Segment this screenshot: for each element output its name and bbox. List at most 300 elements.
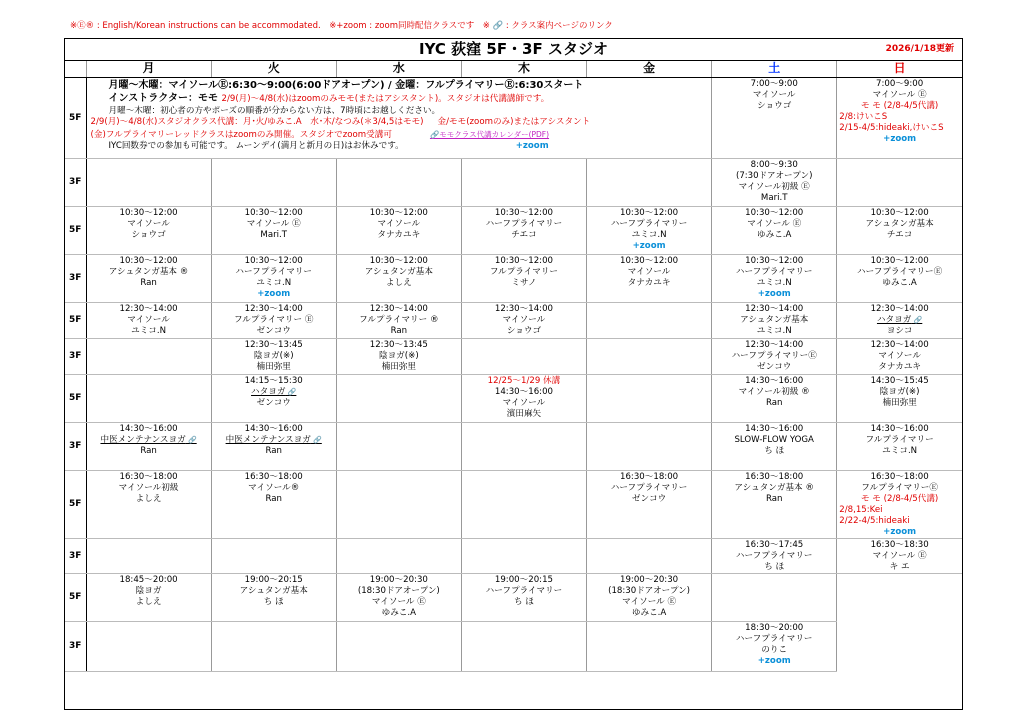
- class-line: [212, 483, 336, 494]
- line-text: アシュタンガ基本 ®: [734, 482, 814, 493]
- line-text: ゼンコウ: [256, 397, 291, 408]
- schedule-row: [65, 302, 962, 338]
- class-time: [712, 376, 836, 387]
- class-time: [212, 376, 336, 387]
- class-info: [712, 423, 836, 457]
- class-time: [837, 208, 962, 219]
- line-text: ショウゴ: [757, 100, 792, 111]
- line-text: のりこ: [761, 644, 788, 655]
- line-text: アシュタンガ基本 ®: [108, 266, 189, 277]
- class-line: [837, 398, 962, 409]
- class-slot: [211, 374, 336, 422]
- line-text: 中医メンテナンスヨガ: [100, 434, 186, 445]
- class-time: [337, 575, 461, 586]
- class-line: [712, 219, 836, 230]
- line-text: ハーフプライマリーⒺ: [731, 350, 817, 361]
- class-line: [712, 435, 836, 446]
- class-slot: [837, 206, 962, 254]
- class-info: [837, 78, 962, 145]
- class-time: [87, 575, 211, 586]
- tickets-note: IYC回数券での参加も可能です。 ムーンデイ(満月と新月の日)はお休みです。: [108, 141, 404, 151]
- schedule-sheet: [64, 38, 963, 710]
- link-icon[interactable]: 🔗: [310, 435, 322, 444]
- zoom-tag: [712, 656, 836, 667]
- class-info: [212, 207, 336, 241]
- line-text: ハーフプライマリー: [485, 585, 563, 596]
- class-slot: [712, 538, 837, 573]
- zoom-tag: [837, 134, 962, 145]
- class-line: [712, 362, 836, 373]
- line-text: Ran: [765, 397, 783, 408]
- class-time: [212, 472, 336, 483]
- class-line[interactable]: [212, 435, 336, 446]
- class-line: [337, 362, 461, 373]
- class-info: [712, 622, 836, 667]
- class-line: [712, 446, 836, 457]
- line-text: 18:45～20:00: [119, 574, 178, 585]
- class-line: [712, 193, 836, 204]
- line-text: ユミコ.N: [256, 277, 292, 288]
- line-text: ち ほ: [263, 596, 284, 607]
- floor-label: 5F: [65, 374, 86, 422]
- empty-slot: [211, 158, 336, 206]
- line-text: ハーフプライマリー: [610, 482, 688, 493]
- empty-slot: [461, 158, 586, 206]
- line-text: 10:30～12:00: [119, 207, 178, 218]
- class-slot: [712, 206, 837, 254]
- class-info: [337, 574, 461, 619]
- class-slot: [712, 338, 837, 374]
- class-line: [462, 315, 586, 326]
- line-text: フルプライマリー: [489, 266, 559, 277]
- floor-label: 3F: [65, 621, 86, 671]
- class-line: [712, 182, 836, 193]
- class-slot: [837, 77, 962, 158]
- class-line: [837, 351, 962, 362]
- empty-slot: [587, 302, 712, 338]
- empty-slot: [86, 374, 211, 422]
- corner-cell: [65, 61, 86, 77]
- line-text: 12/25～1/29 休講: [487, 375, 561, 386]
- line-text: ゆみこ.A: [882, 277, 917, 288]
- class-info: [837, 471, 962, 538]
- class-line: [462, 409, 586, 420]
- class-info: [837, 339, 962, 373]
- class-line: [212, 362, 336, 373]
- class-line: [212, 326, 336, 337]
- class-time: [87, 424, 211, 435]
- class-line: [337, 315, 461, 326]
- empty-slot: [461, 621, 586, 671]
- line-text: +zoom: [757, 288, 791, 299]
- class-line: [712, 326, 836, 337]
- class-line: [712, 494, 836, 505]
- class-slot: [336, 254, 461, 302]
- class-line: [337, 278, 461, 289]
- class-slot: [837, 338, 962, 374]
- line-text: 14:30～16:00: [870, 423, 929, 434]
- link-icon[interactable]: 🔗: [285, 387, 297, 396]
- class-slot: [587, 254, 712, 302]
- class-line: [837, 446, 962, 457]
- line-text: (18:30ドアオープン): [608, 585, 691, 596]
- line-text: マイソール: [752, 89, 796, 100]
- line-text: SLOW-FLOW YOGA: [734, 434, 814, 445]
- line-text: キ エ: [889, 561, 910, 572]
- class-time: [587, 208, 711, 219]
- class-slot: [461, 254, 586, 302]
- empty-slot: [837, 158, 962, 206]
- line-text: 2/22-4/5:hideaki: [839, 515, 910, 526]
- class-slot: [211, 338, 336, 374]
- class-time: [337, 340, 461, 351]
- class-slot: [86, 206, 211, 254]
- class-line: [712, 387, 836, 398]
- line-text: 14:30～16:00: [745, 375, 804, 386]
- class-line: [712, 90, 836, 101]
- class-info: [212, 255, 336, 300]
- class-info: [462, 303, 586, 337]
- info-line-tickets: [91, 141, 708, 153]
- header-note: ※Ⓔ® : English/Korean instructions can be accommodated. ※+zoom : zoom同時配信クラスです ※ 🔗 : クラス案内ページのリンク: [70, 21, 613, 31]
- info-line-hours: 月曜～木曜：マイソールⒺ:6:30～9:00(6:00ドアオープン) / 金曜：フルプライマリーⒺ:6:30スタート: [108, 79, 584, 91]
- class-line: [712, 351, 836, 362]
- class-line: [212, 597, 336, 608]
- class-slot: [211, 254, 336, 302]
- class-info: [587, 574, 711, 619]
- class-line: [587, 278, 711, 289]
- class-info: [337, 207, 461, 241]
- floor-label: 5F: [65, 573, 86, 621]
- class-slot: [86, 422, 211, 470]
- line-text: 12:30～14:00: [369, 303, 428, 314]
- empty-slot: [587, 422, 712, 470]
- class-line: [462, 230, 586, 241]
- class-info: [462, 207, 586, 241]
- empty-slot: [461, 422, 586, 470]
- class-info: [587, 471, 711, 505]
- class-line: [587, 494, 711, 505]
- line-text: 18:30～20:00: [745, 622, 804, 633]
- line-text: 12:30～14:00: [119, 303, 178, 314]
- class-time: [712, 540, 836, 551]
- empty-cell: [837, 573, 962, 621]
- line-text: モ モ (2/8-4/5代講): [860, 100, 939, 111]
- class-line[interactable]: [212, 387, 336, 398]
- class-time: [837, 424, 962, 435]
- class-line: [87, 494, 211, 505]
- info-line-friday: [91, 129, 708, 142]
- class-info: [212, 375, 336, 409]
- line-text: 10:30～12:00: [369, 255, 428, 266]
- line-text: +zoom: [632, 240, 666, 251]
- class-line: [712, 230, 836, 241]
- class-time: [462, 376, 586, 387]
- class-slot: [211, 302, 336, 338]
- class-line: [212, 446, 336, 457]
- class-slot: [461, 374, 586, 422]
- zoom-tag: [587, 241, 711, 252]
- empty-slot: [336, 621, 461, 671]
- class-line: [212, 494, 336, 505]
- line-text: よしえ: [135, 596, 162, 607]
- line-text: ハーフプライマリー: [610, 218, 688, 229]
- line-text: フルプライマリー ®: [359, 314, 439, 325]
- class-line: [87, 315, 211, 326]
- info-block: [86, 77, 712, 158]
- class-slot: [837, 374, 962, 422]
- line-text: マイソール Ⓔ: [622, 596, 677, 607]
- class-info: [837, 539, 962, 573]
- floor-label: 3F: [65, 254, 86, 302]
- class-time: [337, 208, 461, 219]
- class-info: [212, 423, 336, 457]
- class-line[interactable]: [87, 435, 211, 446]
- class-time: [462, 304, 586, 315]
- line-text: ユミコ.N: [131, 325, 167, 336]
- line-text: 濱田麻矢: [506, 408, 542, 419]
- class-line: [587, 586, 711, 597]
- class-info: [462, 255, 586, 289]
- info-line-substitute: [91, 117, 708, 129]
- line-text: 10:30～12:00: [745, 255, 804, 266]
- class-info: [87, 574, 211, 608]
- class-slot: [86, 302, 211, 338]
- empty-slot: [86, 538, 211, 573]
- empty-slot: [336, 470, 461, 538]
- zoom-tag: [212, 289, 336, 300]
- line-text: ゆみこ.A: [381, 607, 417, 618]
- class-line: [87, 597, 211, 608]
- line-text: +zoom: [257, 288, 291, 299]
- class-slot: [461, 206, 586, 254]
- line-text: モ モ (2/8-4/5代講): [860, 493, 939, 504]
- line-text: 12:30～14:00: [244, 303, 303, 314]
- day-wed: 水: [336, 61, 461, 77]
- line-text: ユミコ.N: [756, 325, 792, 336]
- line-text: 16:30～18:30: [870, 539, 929, 550]
- link-icon[interactable]: 🔗: [911, 315, 923, 324]
- line-text: タナカユキ: [627, 277, 671, 288]
- class-time: [462, 256, 586, 267]
- empty-slot: [336, 422, 461, 470]
- updated-date: 2026/1/18更新: [885, 44, 954, 54]
- schedule-row: [65, 422, 962, 470]
- class-line: [837, 387, 962, 398]
- empty-slot: [336, 158, 461, 206]
- empty-slot: [587, 621, 712, 671]
- class-slot: [837, 422, 962, 470]
- class-line: [462, 219, 586, 230]
- class-line: [587, 597, 711, 608]
- line-text: フルプライマリーⒺ: [861, 482, 938, 493]
- line-text: マイソール初級: [118, 482, 179, 493]
- line-text: 19:00～20:15: [494, 574, 554, 585]
- line-text: マイソール初級 ®: [738, 386, 810, 397]
- class-time: [337, 304, 461, 315]
- class-time: [837, 304, 962, 315]
- class-line: [712, 267, 836, 278]
- class-line: [337, 597, 461, 608]
- class-line[interactable]: [837, 315, 962, 326]
- line-text: 14:15～15:30: [244, 375, 303, 386]
- line-text: (7:30ドアオープン): [735, 170, 813, 181]
- line-text: ハタヨガ: [251, 386, 286, 397]
- line-text: ユミコ.N: [631, 229, 667, 240]
- class-line: [587, 219, 711, 230]
- empty-slot: [461, 470, 586, 538]
- class-info: [837, 303, 962, 337]
- empty-slot: [587, 538, 712, 573]
- zoom-tag: +zoom: [515, 141, 549, 151]
- class-line: [87, 267, 211, 278]
- class-line: [837, 230, 962, 241]
- line-text: アシュタンガ基本: [364, 266, 433, 277]
- line-text: ゼンコウ: [256, 325, 291, 336]
- class-line: [712, 278, 836, 289]
- line-text: 14:30～15:45: [870, 375, 929, 386]
- class-line: [87, 586, 211, 597]
- class-slot: [461, 302, 586, 338]
- day-thu: 木: [461, 61, 586, 77]
- class-info: [587, 207, 711, 252]
- class-line: [837, 90, 962, 101]
- class-slot: [837, 302, 962, 338]
- line-text: ち ほ: [764, 561, 785, 572]
- class-line: [212, 278, 336, 289]
- class-info: [212, 574, 336, 608]
- class-time: [712, 208, 836, 219]
- class-info: [712, 339, 836, 373]
- class-line: [837, 278, 962, 289]
- empty-slot: [461, 338, 586, 374]
- class-line: [462, 278, 586, 289]
- line-text: ユミコ.N: [882, 445, 918, 456]
- empty-slot: [712, 573, 837, 621]
- empty-slot: [86, 621, 211, 671]
- class-time: [212, 340, 336, 351]
- line-text: Ran: [265, 493, 282, 504]
- class-info: [712, 78, 836, 112]
- line-text: ハーフプライマリー: [485, 218, 563, 229]
- class-time: [212, 304, 336, 315]
- class-info: [337, 303, 461, 337]
- instructor-label: インストラクター：モモ: [108, 92, 222, 104]
- line-text: チエコ: [886, 229, 913, 240]
- class-info: [712, 303, 836, 337]
- class-line: [837, 516, 962, 527]
- class-info: [87, 255, 211, 289]
- day-header-row: [65, 61, 962, 77]
- substitute-calendar-link[interactable]: 🔗モモクラス代講カレンダー(PDF): [429, 129, 550, 139]
- class-line: [837, 505, 962, 516]
- class-line: [712, 483, 836, 494]
- class-slot: [86, 470, 211, 538]
- class-line: [587, 267, 711, 278]
- class-slot: [587, 206, 712, 254]
- line-text: マイソール: [878, 350, 921, 361]
- empty-slot: [461, 538, 586, 573]
- friday-note: (金)フルプライマリーレッドクラスはzoomのみ開催。スタジオでzoom受講可: [90, 129, 392, 140]
- line-text: タナカユキ: [377, 229, 421, 240]
- class-line: [837, 362, 962, 373]
- floor-label: 5F: [65, 77, 86, 158]
- line-text: ハーフプライマリー: [235, 266, 313, 277]
- line-text: 10:30～12:00: [870, 207, 929, 218]
- class-info: [712, 375, 836, 409]
- class-time: [837, 256, 962, 267]
- class-line: [212, 315, 336, 326]
- empty-slot: [211, 538, 336, 573]
- class-time: [462, 575, 586, 586]
- class-line: [462, 387, 586, 398]
- line-text: 16:30～18:00: [745, 471, 804, 482]
- class-line: [212, 351, 336, 362]
- line-text: 10:30～12:00: [119, 255, 178, 266]
- line-text: Ran: [390, 325, 408, 336]
- class-info: [837, 375, 962, 409]
- line-text: 12:30～14:00: [745, 339, 804, 350]
- class-info: [837, 423, 962, 457]
- class-time: [87, 256, 211, 267]
- floor-label: 5F: [65, 206, 86, 254]
- class-line: [212, 586, 336, 597]
- line-text: アシュタンガ基本: [239, 585, 308, 596]
- class-line: [87, 326, 211, 337]
- class-time: [712, 424, 836, 435]
- schedule-row: [65, 158, 962, 206]
- class-time: [712, 472, 836, 483]
- day-tue: 火: [211, 61, 336, 77]
- line-text: 16:30～18:00: [244, 471, 303, 482]
- line-text: チエコ: [511, 229, 537, 240]
- class-info: [337, 255, 461, 289]
- line-text: +zoom: [757, 655, 791, 666]
- class-info: [837, 207, 962, 241]
- line-text: 10:30～12:00: [620, 255, 679, 266]
- empty-slot: [587, 374, 712, 422]
- class-info: [87, 423, 211, 457]
- class-time: [712, 256, 836, 267]
- line-text: マイソール Ⓔ: [747, 218, 802, 229]
- class-line: [212, 267, 336, 278]
- class-info: [87, 207, 211, 241]
- substitute-mon-thu: 2/9(月)～4/8(水)スタジオクラス代講：月･火/ゆみこ.A 水･木/なつみ(＊3/4,5はモモ): [90, 117, 424, 127]
- line-text: ハーフプライマリー: [735, 633, 813, 644]
- floor-label: 5F: [65, 470, 86, 538]
- class-line: [212, 398, 336, 409]
- class-slot: [336, 302, 461, 338]
- line-text: フルプライマリー: [865, 434, 934, 445]
- class-info: [837, 255, 962, 289]
- class-info: [212, 471, 336, 505]
- link-icon[interactable]: 🔗: [185, 435, 197, 444]
- line-text: ハーフプライマリー: [735, 550, 813, 561]
- class-slot: [211, 470, 336, 538]
- class-line: [837, 267, 962, 278]
- substitute-fri: 金/モモ(zoomのみ)またはアシスタント: [437, 117, 591, 127]
- class-time: [87, 208, 211, 219]
- line-text: マイソール: [127, 218, 170, 229]
- day-sun: 日: [837, 61, 962, 77]
- line-text: 10:30～12:00: [244, 255, 303, 266]
- class-line: [87, 483, 211, 494]
- line-text: フルプライマリー Ⓔ: [233, 314, 314, 325]
- class-line: [712, 634, 836, 645]
- class-time: [712, 304, 836, 315]
- line-text: 16:30～18:00: [620, 471, 679, 482]
- line-text: 楠田弥里: [882, 397, 917, 408]
